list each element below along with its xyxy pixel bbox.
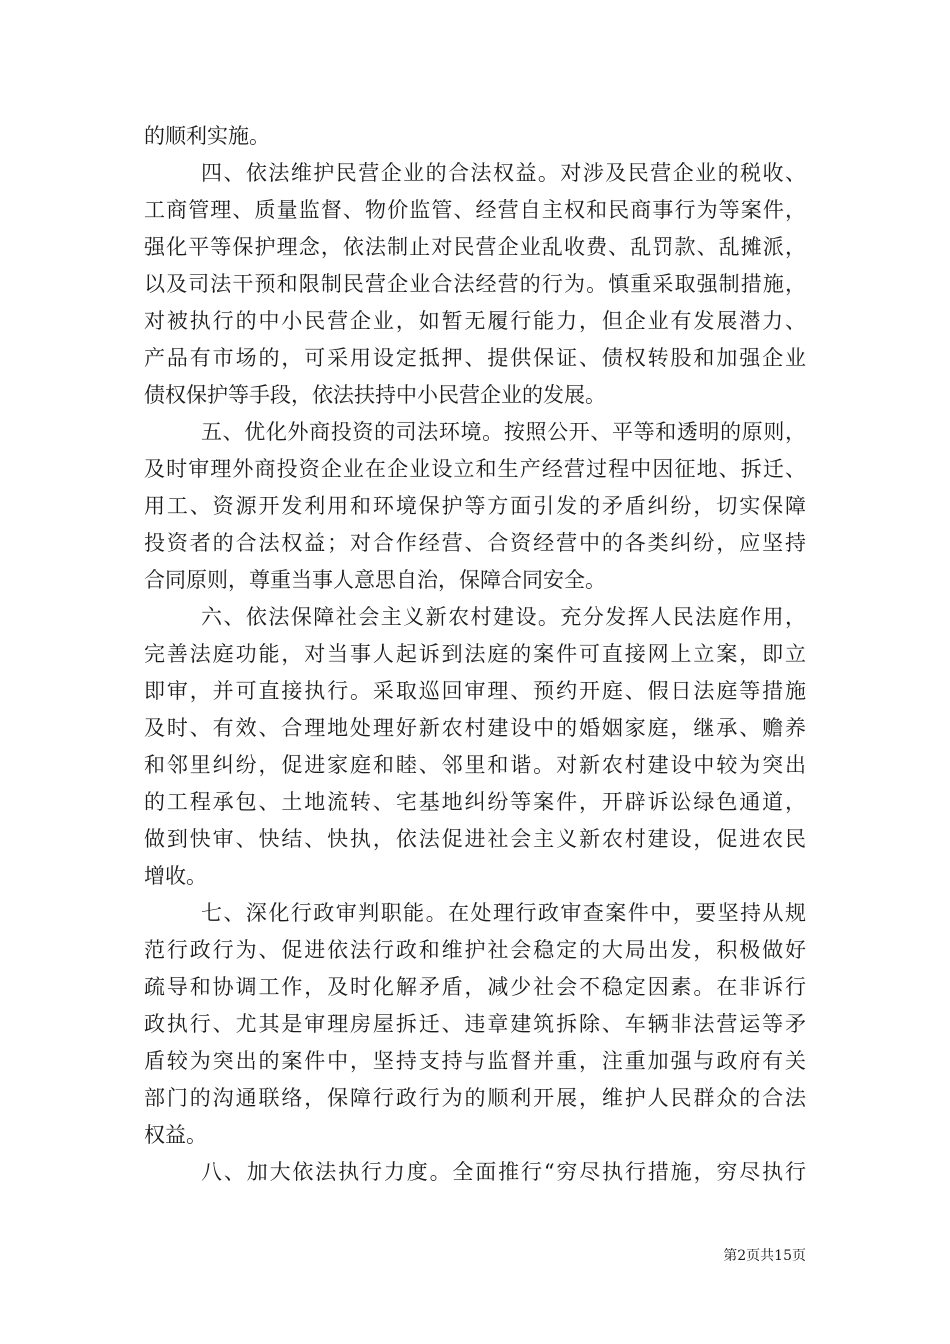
text-line: 用工、资源开发利用和环境保护等方面引发的矛盾纠纷，切实保障: [144, 494, 806, 518]
text-line: 工商管理、质量监督、物价监管、经营自主权和民商事行为等案件，: [144, 198, 806, 222]
text-line: 和邻里纠纷，促进家庭和睦、邻里和谐。对新农村建设中较为突出: [144, 753, 806, 777]
text-line: 强化平等保护理念，依法制止对民营企业乱收费、乱罚款、乱摊派，: [144, 235, 806, 259]
text-line: 完善法庭功能，对当事人起诉到法庭的案件可直接网上立案，即立: [144, 642, 806, 666]
text-line: 债权保护等手段，依法扶持中小民营企业的发展。: [144, 383, 606, 407]
text-line: 八、加大依法执行力度。全面推行“穷尽执行措施，穷尽执行: [201, 1160, 806, 1184]
text-line: 即审，并可直接执行。采取巡回审理、预约开庭、假日法庭等措施: [144, 679, 806, 703]
text-line: 疏导和协调工作，及时化解矛盾，减少社会不稳定因素。在非诉行: [144, 975, 806, 999]
text-line: 增收。: [144, 864, 207, 888]
text-line: 五、优化外商投资的司法环境。按照公开、平等和透明的原则，: [201, 420, 806, 444]
text-line: 的工程承包、土地流转、宅基地纠纷等案件，开辟诉讼绿色通道，: [144, 790, 806, 814]
text-line: 六、依法保障社会主义新农村建设。充分发挥人民法庭作用，: [201, 605, 806, 629]
text-line: 以及司法干预和限制民营企业合法经营的行为。慎重采取强制措施，: [144, 272, 806, 296]
text-line: 四、依法维护民营企业的合法权益。对涉及民营企业的税收、: [201, 161, 806, 185]
text-line: 权益。: [144, 1123, 207, 1147]
text-line: 盾较为突出的案件中，坚持支持与监督并重，注重加强与政府有关: [144, 1049, 806, 1073]
text-line: 的顺利实施。: [144, 124, 270, 148]
text-line: 政执行、尤其是审理房屋拆迁、违章建筑拆除、车辆非法营运等矛: [144, 1012, 806, 1036]
text-line: 对被执行的中小民营企业，如暂无履行能力，但企业有发展潜力、: [144, 309, 806, 333]
text-line: 七、深化行政审判职能。在处理行政审查案件中，要坚持从规: [201, 901, 806, 925]
text-line: 范行政行为、促进依法行政和维护社会稳定的大局出发，积极做好: [144, 938, 806, 962]
text-line: 合同原则，尊重当事人意思自治，保障合同安全。: [144, 568, 606, 592]
text-line: 及时、有效、合理地处理好新农村建设中的婚姻家庭，继承、赡养: [144, 716, 806, 740]
page-footer: 第2页共15页: [723, 1248, 806, 1264]
text-line: 部门的沟通联络，保障行政行为的顺利开展，维护人民群众的合法: [144, 1086, 806, 1110]
text-line: 产品有市场的，可采用设定抵押、提供保证、债权转股和加强企业: [144, 346, 806, 370]
document-body: [144, 118, 806, 1191]
text-line: 及时审理外商投资企业在企业设立和生产经营过程中因征地、拆迁、: [144, 457, 806, 481]
text-line: 投资者的合法权益；对合作经营、合资经营中的各类纠纷，应坚持: [144, 531, 806, 555]
text-line: 做到快审、快结、快执，依法促进社会主义新农村建设，促进农民: [144, 827, 806, 851]
